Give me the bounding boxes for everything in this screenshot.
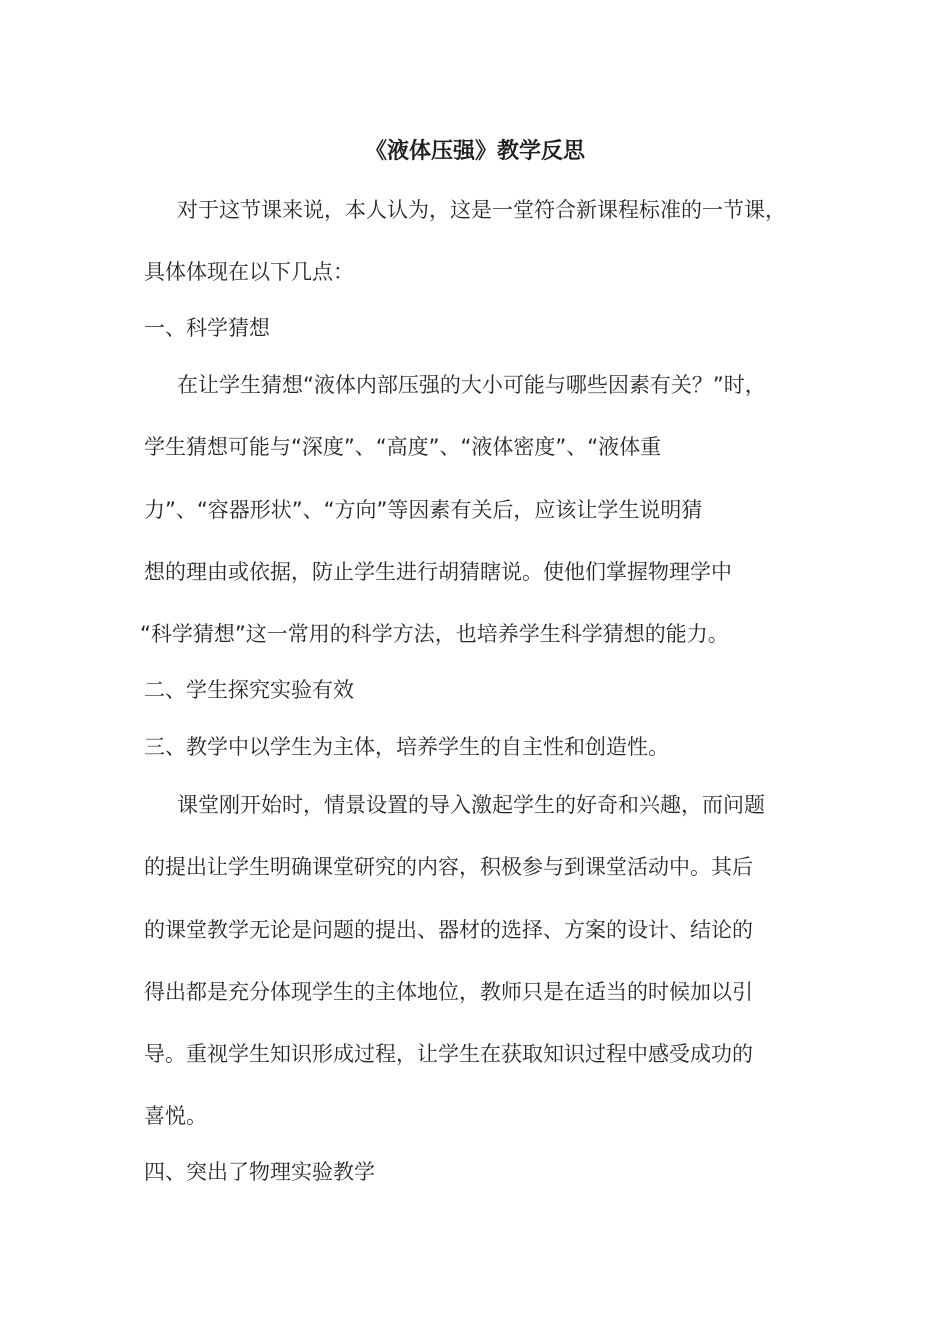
paragraph-line: 课堂刚开始时，情景设置的导入激起学生的好奇和兴趣，而问题 — [177, 793, 765, 817]
section-heading: 四、突出了物理实验教学 — [144, 1160, 375, 1184]
section-heading: 二、学生探究实验有效 — [144, 678, 354, 702]
paragraph-line: 导。重视学生知识形成过程，让学生在获取知识过程中感受成功的 — [144, 1042, 753, 1066]
paragraph-line: 喜悦。 — [144, 1104, 207, 1128]
paragraph-line: “科学猜想”这一常用的科学方法，也培养学生科学猜想的能力。 — [140, 622, 729, 646]
paragraph-line: 想的理由或依据，防止学生进行胡猜瞎说。使他们掌握物理学中 — [144, 560, 732, 584]
section-heading: 三、教学中以学生为主体，培养学生的自主性和创造性。 — [144, 735, 669, 759]
document-title: 《液体压强》教学反思 — [364, 139, 585, 164]
paragraph-line: 对于这节课来说，本人认为，这是一堂符合新课程标准的一节课， — [177, 198, 786, 222]
paragraph-line: 力”、“容器形状”、“方向”等因素有关后，应该让学生说明猜 — [144, 498, 703, 522]
section-heading: 一、科学猜想 — [144, 316, 270, 340]
paragraph-line: 得出都是充分体现学生的主体地位，教师只是在适当的时候加以引 — [144, 980, 753, 1004]
paragraph-line: 具体体现在以下几点： — [144, 260, 354, 284]
paragraph-line: 在让学生猜想“液体内部压强的大小可能与哪些因素有关？”时， — [177, 373, 766, 397]
paragraph-line: 学生猜想可能与“深度”、“高度”、“液体密度”、“液体重 — [144, 435, 662, 459]
paragraph-line: 的提出让学生明确课堂研究的内容，积极参与到课堂活动中。其后 — [144, 855, 753, 879]
paragraph-line: 的课堂教学无论是问题的提出、器材的选择、方案的设计、结论的 — [144, 918, 753, 942]
